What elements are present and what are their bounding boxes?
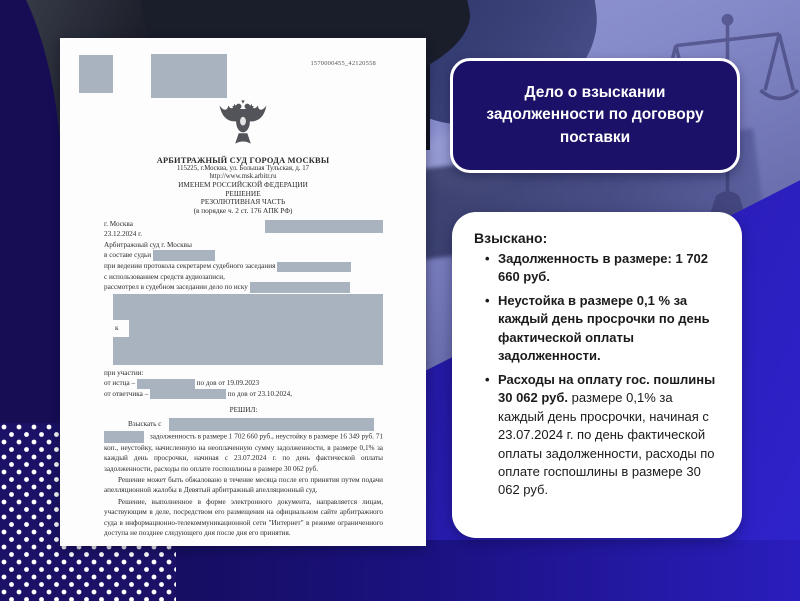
appeal-paragraph: Решение может быть обжаловано в течение месяца после его принятия путем подачи апелляционной жалобы в Девятый арбитражный апелляционный суд. [104, 475, 383, 495]
court-website: http://www.msk.arbitr.ru [209, 173, 277, 181]
case-title-panel [450, 58, 740, 173]
list-item [498, 371, 720, 500]
bullet-bold-text: Задолженность в размере: 1 702 660 руб. [498, 251, 709, 285]
redaction-box [137, 379, 195, 389]
court-address: 115225, г.Москва, ул. Большая Тульская, д. 17 [176, 165, 310, 172]
k-letter: к [113, 320, 129, 337]
bottom-gradient-band [140, 540, 800, 601]
main-resolution-paragraph: задолженность в размере 1 702 660 руб., неустойку в размере 16 349 руб. 71 коп., неустойку, начисленную на неоплаченную сумму задолженности, в размере 0,1% за каждый день просрочки, начиная с 23.07.2024 г. по день фактической оплаты задолженности, расходы по оплате госпошлины в размере 30 062 руб. [104, 432, 384, 473]
redaction-box [265, 220, 383, 233]
vzyskat-line: Взыскать с [128, 419, 162, 428]
case-title: Дело о взыскании задолженности по договору поставки [486, 83, 704, 146]
audio-line: с использованием средств аудиозаписи, [104, 272, 225, 281]
list-item [498, 250, 720, 287]
in-name-of-line: ИМЕНЕМ РОССИЙСКОЙ ФЕДЕРАЦИИ [178, 180, 308, 190]
resolutive-part: РЕЗОЛЮТИВНАЯ ЧАСТЬ [200, 197, 286, 207]
case-line: рассмотрел в судебном заседании дело по иску [104, 283, 248, 292]
plaintiff-power-of-attorney: по дов от 19.09.2023 [196, 379, 260, 388]
redaction-box [277, 262, 351, 272]
redaction-box [169, 418, 374, 431]
redaction-box [250, 282, 350, 293]
city-line: г. Москва [104, 220, 133, 229]
redaction-block [113, 294, 383, 365]
procedure-note: (в порядке ч. 2 ст. 176 АПК РФ) [193, 205, 293, 215]
summary-list [474, 250, 720, 500]
document-number: 1570000455_42120558 [310, 60, 376, 67]
judge-line: в составе судьи [104, 251, 152, 260]
russian-coat-of-arms-icon [60, 38, 426, 151]
bullet-bold-text: Расходы на оплату гос. пошлины 30 062 руб. [498, 371, 716, 406]
redaction-box [104, 431, 144, 443]
summary-heading: Взыскано: [474, 230, 548, 246]
document-body [104, 219, 383, 538]
court-document [60, 38, 426, 546]
redaction-box [79, 55, 113, 93]
electronic-paragraph: Решение, выполненное в форме электронного документа, направляется лицам, участвующим в деле, посредством его размещения на официальном сайте арбитражного суда в информационно-телекоммуникационной сети "Интернет" в режиме ограниченного доступа не позднее следующего дня после дня его принятия. [104, 497, 383, 537]
reshil-heading: РЕШИЛ: [229, 406, 258, 415]
defendant-line: от ответчика – [104, 389, 149, 398]
court-line: Арбитражный суд г. Москвы [104, 240, 192, 249]
court-name: АРБИТРАЖНЫЙ СУД ГОРОДА МОСКВЫ [156, 156, 330, 165]
redaction-box [151, 54, 227, 98]
redaction-box [150, 389, 226, 399]
summary-panel [452, 212, 742, 538]
defendant-power-of-attorney: по дов от 23.10.2024, [227, 389, 293, 398]
redaction-box [153, 250, 215, 261]
protocol-line: при ведении протокола секретарем судебного заседания [104, 262, 276, 271]
bullet-regular-text: размере 0,1% за каждый день просрочки, начиная с 23.07.2024 г. по день фактической оплаты задолженности, расходы по оплате госпошлины в размере 30 062 руб. [498, 390, 715, 498]
participation-line: при участии: [104, 369, 144, 378]
list-item [498, 292, 720, 366]
date-line: 23.12.2024 г. [104, 230, 143, 239]
plaintiff-line: от истца – [104, 379, 136, 388]
decision-word: РЕШЕНИЕ [225, 188, 261, 198]
bullet-bold-text: Неустойка в размере 0,1 % за каждый день просрочки по день фактической оплаты задолженности. [498, 292, 710, 364]
